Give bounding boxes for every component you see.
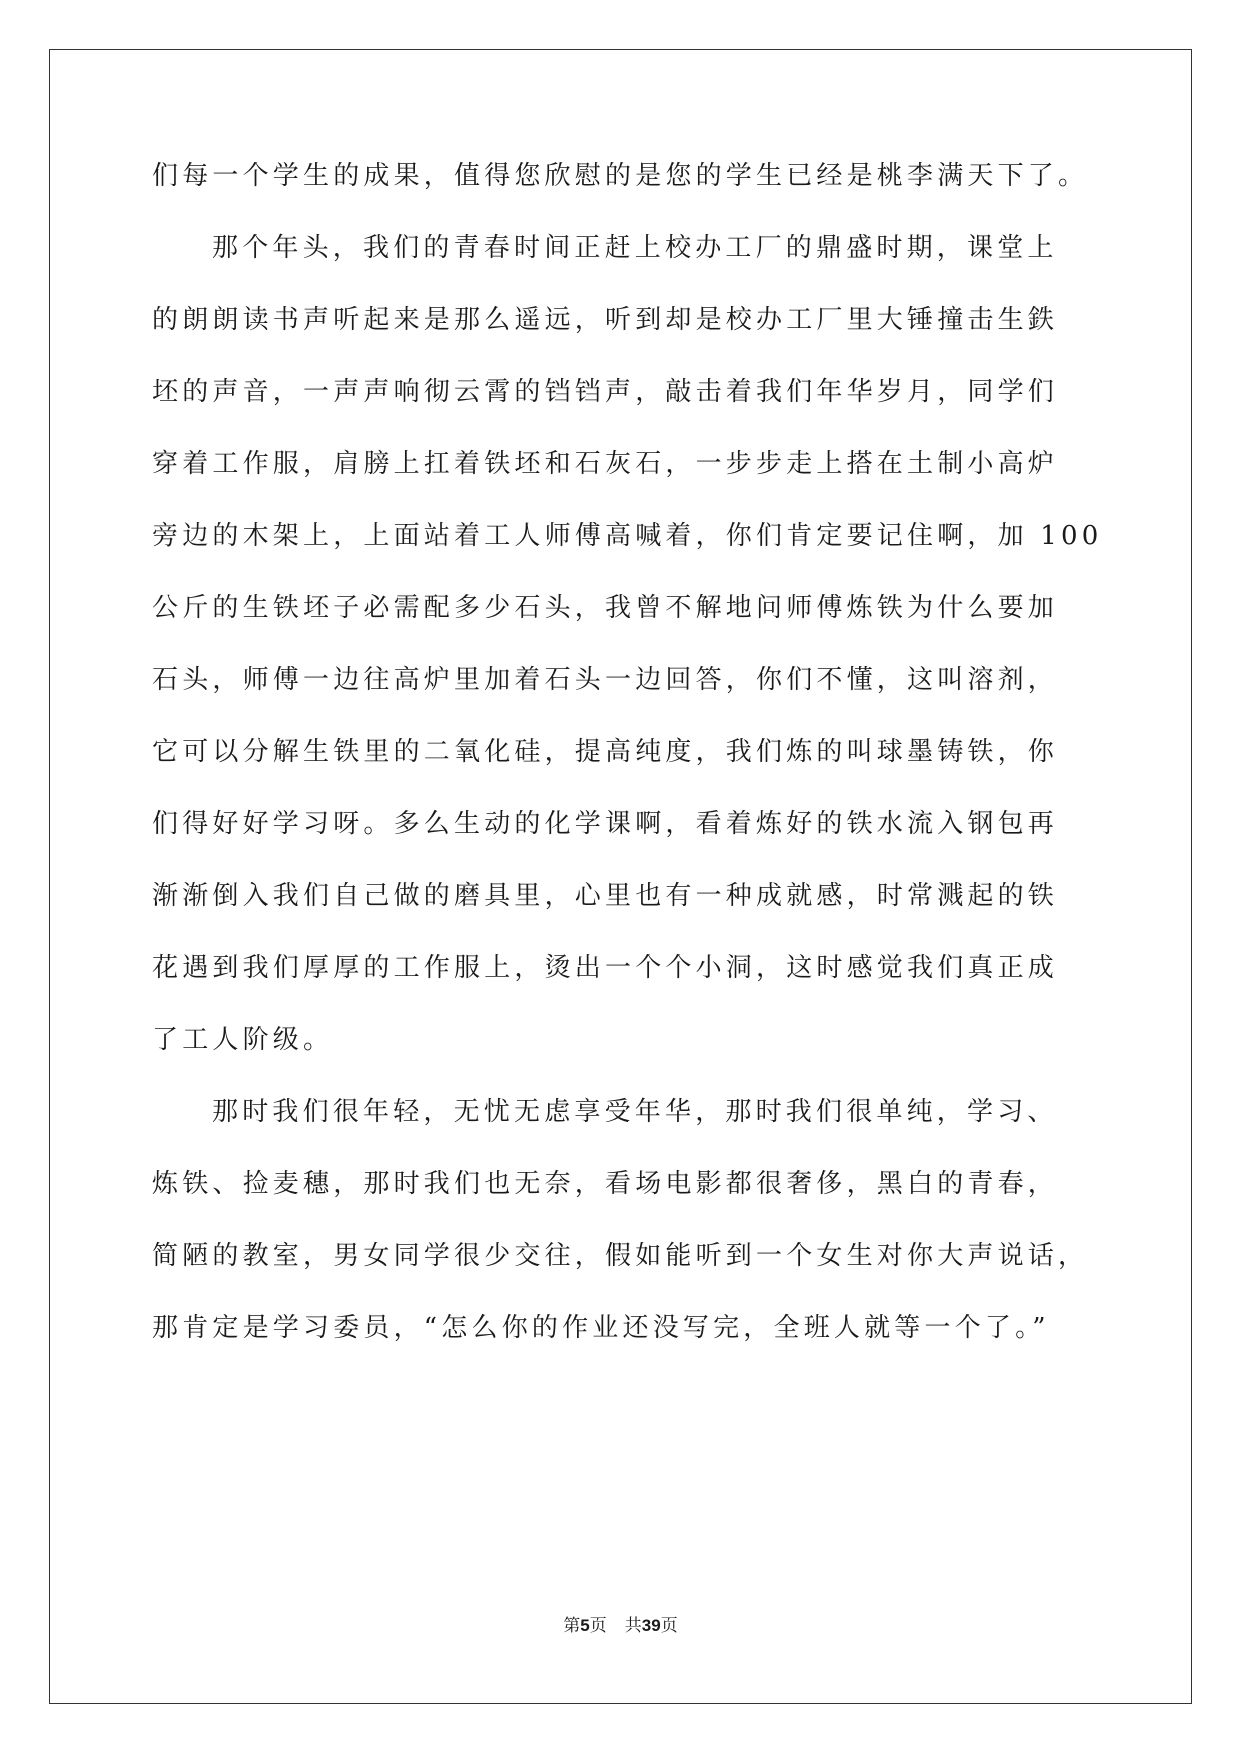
current-page-number: 5	[580, 1616, 590, 1635]
text-line: 的朗朗读书声听起来是那么遥远，听到却是校办工厂里大锤撞击生鉄	[152, 305, 1059, 335]
page-prefix: 第	[563, 1616, 581, 1636]
total-suffix: 页	[660, 1616, 678, 1636]
page-border	[49, 49, 1192, 1704]
text-line: 渐渐倒入我们自己做的磨具里，心里也有一种成就感，时常溅起的铁	[152, 881, 1059, 911]
text-line: 它可以分解生铁里的二氧化硅，提高纯度，我们炼的叫球墨铸铁，你	[152, 737, 1059, 767]
text-line: 旁边的木架上，上面站着工人师傅高喊着，你们肯定要记住啊，加 100	[152, 521, 1103, 551]
total-prefix: 共	[624, 1616, 642, 1636]
text-line: 们每一个学生的成果，值得您欣慰的是您的学生已经是桃李满天下了。	[152, 161, 1089, 191]
page-footer	[0, 1614, 1241, 1638]
text-line: 公斤的生铁坯子必需配多少石头，我曾不解地问师傅炼铁为什么要加	[152, 593, 1059, 623]
text-line: 们得好好学习呀。多么生动的化学课啊，看着炼好的铁水流入钢包再	[152, 809, 1059, 839]
text-line: 石头，师傅一边往高炉里加着石头一边回答，你们不懂，这叫溶剂，	[152, 665, 1059, 695]
text-line: 穿着工作服，肩膀上扛着铁坯和石灰石，一步步走上搭在土制小高炉	[152, 449, 1059, 479]
text-line: 坯的声音，一声声响彻云霄的铛铛声，敲击着我们年华岁月，同学们	[152, 377, 1059, 407]
text-line: 花遇到我们厚厚的工作服上，烫出一个个小洞，这时感觉我们真正成	[152, 953, 1059, 983]
text-line: 简陋的教室，男女同学很少交往，假如能听到一个女生对你大声说话，	[152, 1241, 1089, 1271]
total-pages-number: 39	[641, 1616, 661, 1635]
text-line: 了工人阶级。	[152, 1025, 334, 1055]
page-suffix: 页	[589, 1616, 607, 1636]
text-line: 炼铁、捡麦穗，那时我们也无奈，看场电影都很奢侈，黑白的青春，	[152, 1169, 1059, 1199]
paragraph-first-line: 那个年头，我们的青春时间正赶上校办工厂的鼎盛时期，课堂上	[212, 233, 1058, 263]
text-line: 那肯定是学习委员，“怎么你的作业还没写完，全班人就等一个了。”	[152, 1313, 1050, 1343]
paragraph-first-line: 那时我们很年轻，无忧无虑享受年华，那时我们很单纯，学习、	[212, 1097, 1058, 1127]
